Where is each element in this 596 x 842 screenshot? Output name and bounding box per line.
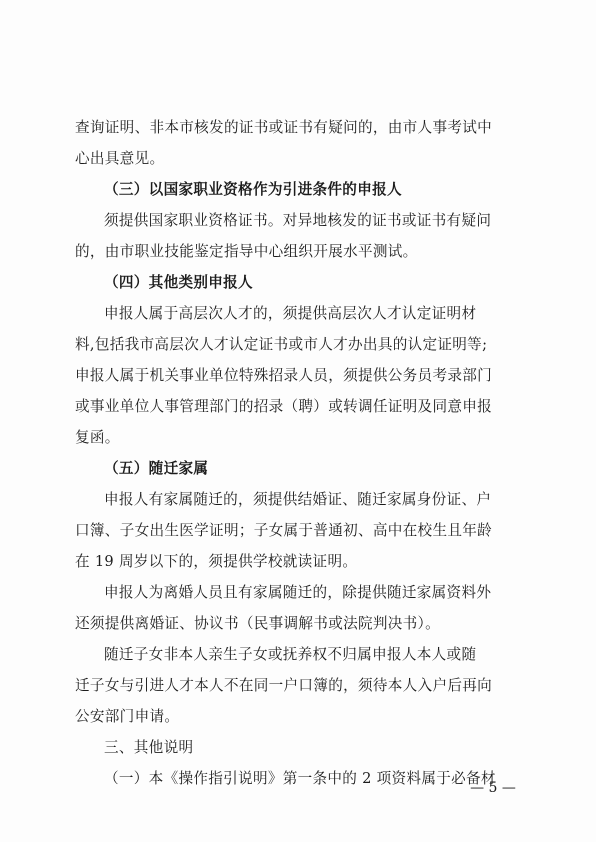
text-line: 申报人属于高层次人才的，须提供高层次人才认定证明材 (104, 305, 477, 322)
text-line: 申报人有家属随迁的，须提供结婚证、随迁家属身份证、户 (104, 491, 492, 508)
section-heading-four: （四）其他类别申报人 (104, 274, 253, 291)
page-number: — 5 — (470, 780, 516, 796)
section-heading-three: （三）以国家职业资格作为引进条件的申报人 (104, 181, 402, 198)
text-line: 或事业单位人事管理部门的招录（聘）或转调任证明及同意申报 (75, 398, 493, 415)
section-heading-other-notes: 三、其他说明 (104, 739, 194, 756)
text-line: 料,包括我市高层次人才认定证书或市人才办出具的认定证明等; (75, 336, 488, 353)
text-line: 公安部门申请。 (75, 708, 180, 725)
text-line: 心出具意见。 (75, 150, 165, 167)
text-line: 申报人为离婚人员且有家属随迁的，除提供随迁家属资料外 (104, 584, 492, 601)
text-line: 复函。 (75, 429, 120, 446)
section-heading-five: （五）随迁家属 (104, 460, 209, 477)
text-line: 的，由市职业技能鉴定指导中心组织开展水平测试。 (75, 243, 418, 260)
text-line: 在 19 周岁以下的，须提供学校就读证明。 (75, 553, 358, 570)
text-line: 还须提供离婚证、协议书（民事调解书或法院判决书）。 (75, 615, 441, 632)
text-line: 口簿、子女出生医学证明；子女属于普通初、高中在校生且年龄 (75, 522, 493, 539)
text-line: 须提供国家职业资格证书。对异地核发的证书或证书有疑问 (104, 212, 492, 229)
text-line: 随迁子女非本人亲生子女或抚养权不归属申报人本人或随 (104, 646, 477, 663)
text-line: （一）本《操作指引说明》第一条中的 2 项资料属于必备材 (104, 770, 496, 787)
text-line: 查询证明、非本市核发的证书或证书有疑问的，由市人事考试中 (75, 119, 493, 136)
text-line: 申报人属于机关事业单位特殊招录人员，须提供公务员考录部门 (75, 367, 493, 384)
text-line: 迁子女与引进人才本人不在同一户口簿的，须待本人入户后再向 (75, 677, 493, 694)
